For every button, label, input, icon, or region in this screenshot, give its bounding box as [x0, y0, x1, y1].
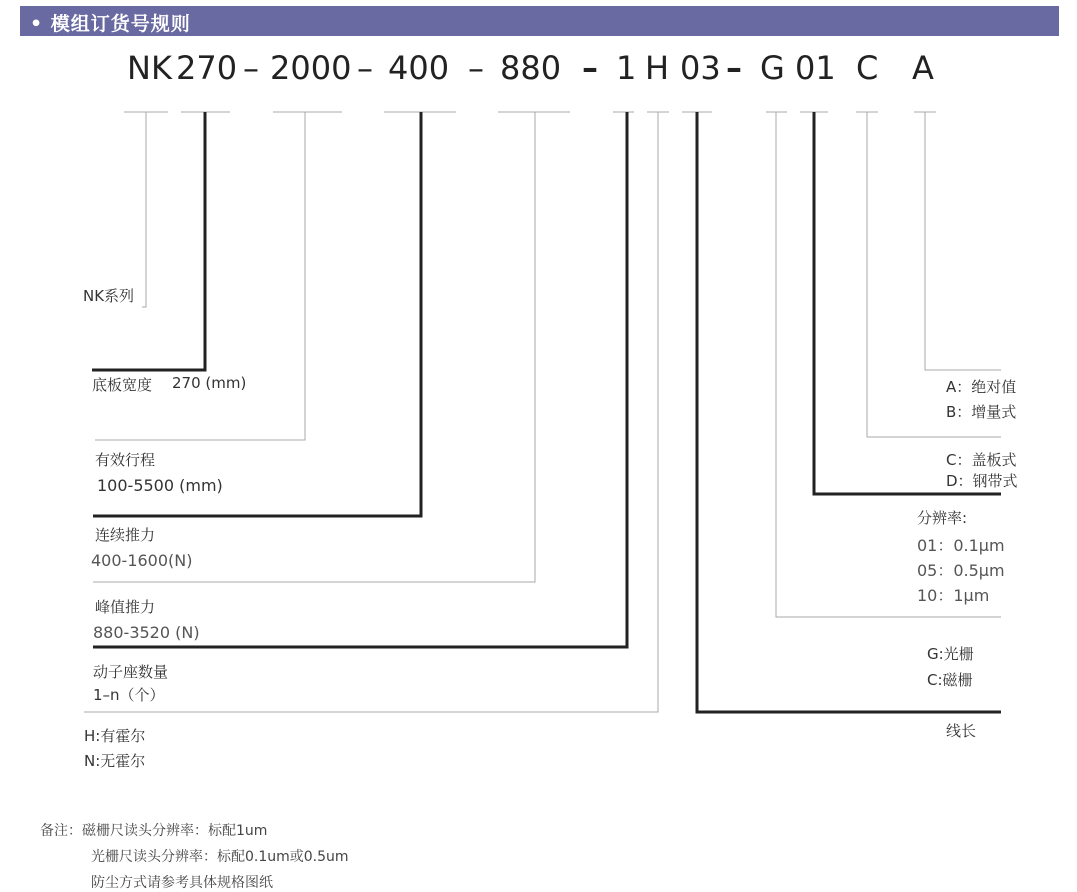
code-sep-5: – [726, 49, 742, 87]
code-stroke: 2000 [270, 49, 352, 87]
note-line-1: 备注：磁栅尺读头分辨率：标配1um [40, 823, 268, 839]
label-enc-1: G:光栅 [927, 645, 974, 663]
label-res-1: 01：0.1μm [917, 536, 1005, 555]
label-cover-2: D：钢带式 [946, 472, 1018, 490]
code-peak: 880 [500, 49, 562, 87]
code-enc: G [760, 49, 785, 87]
code-sep-1: – [243, 49, 259, 87]
label-cont-title: 连续推力 [95, 526, 156, 544]
label-res-3: 10：1μm [917, 586, 990, 605]
code-cont: 400 [388, 49, 450, 87]
label-series: NK系列 [83, 287, 135, 305]
label-stroke-title: 有效行程 [95, 451, 156, 469]
code-len: 03 [680, 49, 721, 87]
label-res-2: 05：0.5μm [917, 561, 1005, 580]
label-stroke-value: 100-5500 (mm) [97, 476, 223, 495]
code-width: 270 [176, 49, 238, 87]
code-nk: NK [127, 49, 172, 87]
label-qty-title: 动子座数量 [93, 663, 169, 681]
label-abs-2: B：增量式 [946, 403, 1017, 421]
label-hall-2: N:无霍尔 [84, 752, 146, 770]
label-res-title: 分辨率: [917, 509, 968, 527]
note-line-3: 防尘方式请参考具体规格图纸 [91, 875, 273, 891]
label-peak-value: 880-3520 (N) [93, 623, 200, 642]
label-cont-value: 400-1600(N) [91, 551, 193, 570]
label-cover-1: C：盖板式 [946, 451, 1017, 469]
code-abs: A [912, 49, 934, 87]
code-cover: C [856, 49, 879, 87]
code-sep-4: – [582, 49, 598, 87]
page-title: • 模组订货号规则 [30, 13, 191, 35]
label-hall-1: H:有霍尔 [84, 727, 146, 745]
label-peak-title: 峰值推力 [95, 598, 156, 616]
label-qty-value: 1–n（个） [93, 686, 165, 704]
label-width-value: 270 (mm) [172, 374, 247, 392]
code-sep-3: – [468, 49, 484, 87]
label-enc-2: C:磁栅 [927, 671, 973, 689]
label-width-title: 底板宽度 [92, 376, 153, 394]
label-abs-1: A：绝对值 [946, 378, 1017, 396]
code-qty: 1 [616, 49, 637, 87]
code-sep-2: – [357, 49, 373, 87]
code-hall: H [645, 49, 670, 87]
note-line-2: 光栅尺读头分辨率：标配0.1um或0.5um [91, 849, 349, 865]
label-len-title: 线长 [946, 722, 977, 740]
code-res: 01 [795, 49, 836, 87]
